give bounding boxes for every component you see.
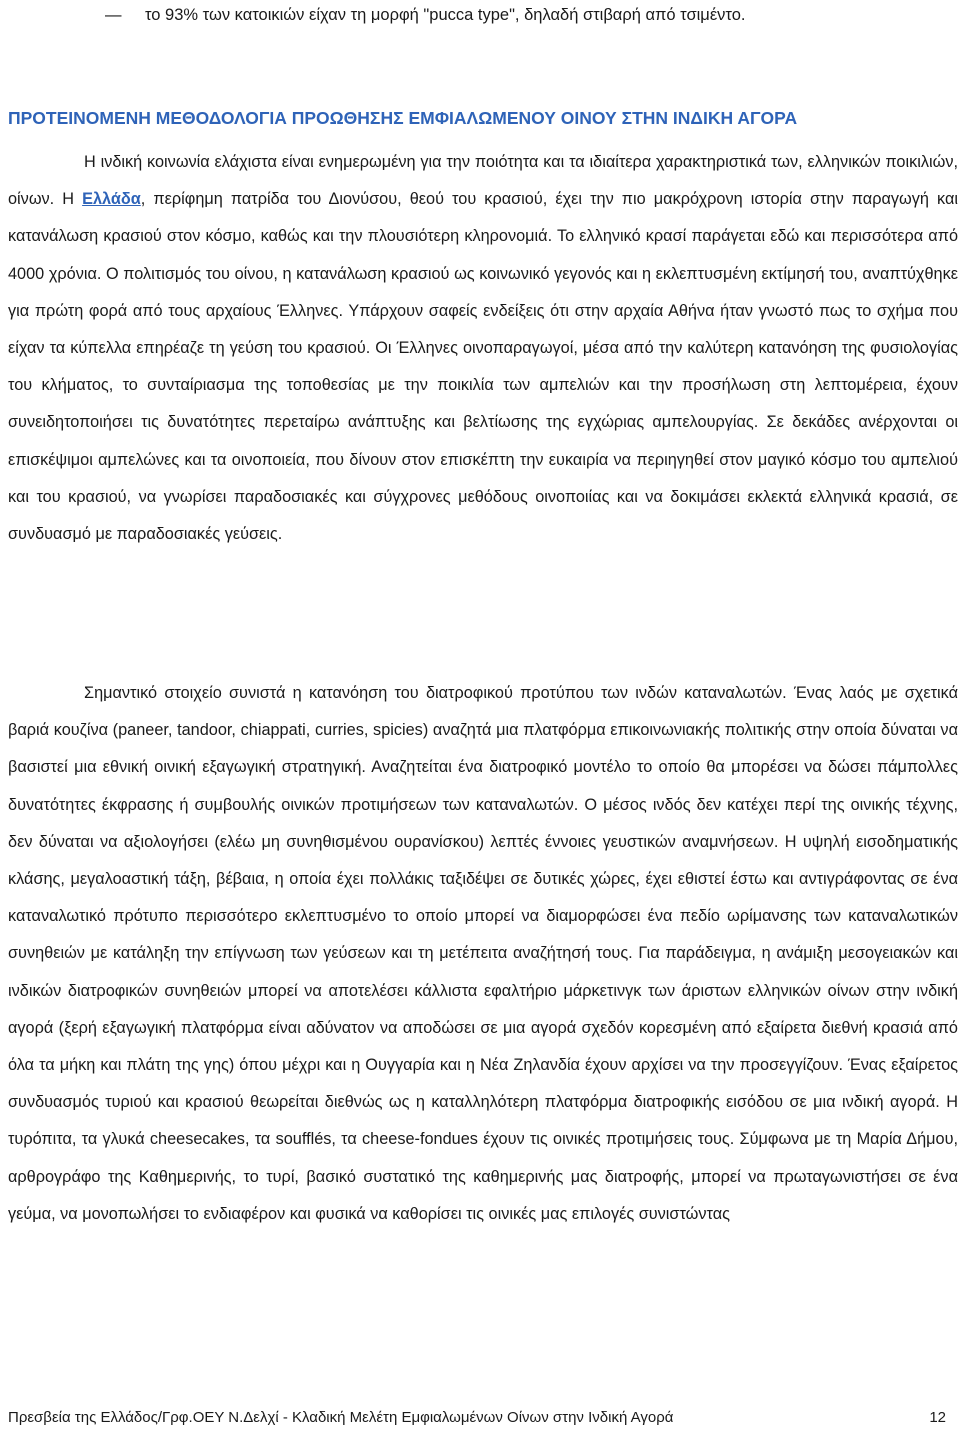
page-number: 12 [929,1409,946,1426]
section-heading: ΠΡΟΤΕΙΝΟΜΕΝΗ ΜΕΘΟΔΟΛΟΓΙΑ ΠΡΟΩΘΗΣΗΣ ΕΜΦΙΑΛΩΜΕΝΟΥ ΟΙΝΟΥ ΣΤΗΝ ΙΝΔΙΚΗ ΑΓΟΡΑ [8,108,798,128]
bullet-item [105,4,745,26]
paragraph-greek-wine-heritage [8,144,958,553]
paragraph-text-after-link: , περίφημη πατρίδα του Διονύσου, θεού του κρασιού, έχει την πιο μακρόχρονη ιστορία στην παραγωγή και κατανάλωση κρασιού στον κόσμο, καθώς και την πλουσιότερη κληρονομιά. Το ελληνικό κρασί παράγεται εδώ και περισσότερα από 4000 χρόνια. Ο πολιτισμός του οίνου, η κατανάλωση κρασιού ως κοινωνικό γεγονός και η εκλεπτυσμένη εκτίμησή του, αναπτύχθηκε για πρώτη φορά από τους αρχαίους Έλληνες. Υπάρχουν σαφείς ενδείξεις ότι στην αρχαία Αθήνα ήταν γνωστό πως το σχήμα που είχαν τα κύπελλα επηρέαζε τη γεύση του κρασιού. Οι Έλληνες οινοπαραγωγοί, μέσα από την καλύτερη κατανόηση της φυσιολογίας του κλήματος, το συνταίριασμα της τοποθεσίας με την ποικιλία των αμπελιών και την προσήλωση στη λεπτομέρεια, έχουν συνειδητοποιήσει τις δυνατότητες περεταίρω ανάπτυξης και βελτίωσης της εγχώριας αμπελουργίας. Σε δεκάδες ανέρχονται οι επισκέψιμοι αμπελώνες και τα οινοποιεία, που δίνουν στον επισκέπτη την ευκαιρία να περιηγηθεί στον μαγικό κόσμο του αμπελιού και του κρασιού, να γνωρίσει παραδοσιακές και σύγχρονες μεθόδους οινοποιίας και να δοκιμάσει εκλεκτά ελληνικά κρασιά, σε συνδυασμό με παραδοσιακές γεύσεις. [8,190,958,544]
page-footer [8,1407,958,1429]
paragraph-text-before-link: Η ινδική κοινωνία ελάχιστα είναι ενημερωμένη για την ποιότητα και τα ιδιαίτερα χαρακτηριστικά των, ελληνικών ποικιλιών, οίνων. Η [8,153,958,209]
footer-text: Πρεσβεία της Ελλάδος/Γρφ.ΟΕΥ Ν.Δελχί - Κλαδική Μελέτη Εμφιαλωμένων Οίνων στην Ινδική Αγορά [8,1409,674,1426]
paragraph-indian-diet: Σημαντικό στοιχείο συνιστά η κατανόηση του διατροφικού προτύπου των ινδών καταναλωτών. Ένας λαός με σχετικά βαριά κουζίνα (paneer, tandoor, chiappati, curries, spicies) αναζητά μια πλατφόρμα επικοινωνιακής πολιτικής στην οποία δύναται να βασιστεί μια εθνική οινική εξαγωγική στρατηγική. Αναζητείται ένα διατροφικό μοντέλο το οποίο θα μπορέσει να δώσει πάμπολλες δυνατότητες έκφρασης ή συμβουλής οινικών προτιμήσεων των καταναλωτών. Ο μέσος ινδός δεν κατέχει περί της οινικής τέχνης, δεν δύναται να αξιολογήσει (ελέω μη συνηθισμένου ουρανίσκου) λεπτές έννοιες γευστικών αναμνήσεων. Η υψηλή εισοδηματικής κλάσης, μεγαλοαστική τάξη, βέβαια, η οποία έχει πολλάκις ταξιδέψει σε δυτικές χώρες, έχει εθιστεί έστω και αντιγράφοντας σε ένα καταναλωτικό πρότυπο περισσότερο εκλεπτυσμένο το οποίο μπορεί να διαμορφώσει ένα πεδίο ωρίμανσης των καταναλωτικών συνηθειών με κατάληξη την επίγνωση των γεύσεων και τη μετέπειτα αναζήτησή τους. Για παράδειγμα, η ανάμιξη μεσογειακών και ινδικών διατροφικών συνηθειών μπορεί να αποτελέσει κάλλιστα εφαλτήριο μάρκετινγκ των άριστων ελληνικών οίνων στην ινδική αγορά (ξερή εξαγωγική πλατφόρμα είναι αδύνατον να αποδώσει σε μια αγορά σχεδόν κορεσμένη από εξαίρετα διεθνή κρασιά από όλα τα μήκη και πλάτη της γης) όπου μέχρι και η Ουγγαρία και η Νέα Ζηλανδία έχουν αρχίσει να την προσεγγίζουν. Ένας εξαίρετος συνδυασμός τυριού και κρασιού θεωρείται διεθνώς ως η καταλληλότερη πλατφόρμα διατροφικής εισόδου σε μια ινδική αγορά. Η τυρόπιτα, τα γλυκά cheesecakes, τα soufflés, τα cheese-fondues έχουν τις οινικές προτιμήσεις τους. Σύμφωνα με τη Μαρία Δήμου, αρθρογράφο της Καθημερινής, το τυρί, βασικό συστατικό της καθημερινής μας διατροφής, μπορεί να πρωταγωνιστήσει σε ένα γεύμα, να μονοπωλήσει το ενδιαφέρον και φυσικά να καθορίσει τις οινικές μας επιλογές συνιστώντας [8,684,958,1223]
dash-bullet-icon: — [105,6,122,24]
greece-link[interactable]: Ελλάδα [82,190,141,209]
bullet-item-text: το 93% των κατοικιών είχαν τη μορφή "pucca type", δηλαδή στιβαρή από τσιμέντο. [145,6,746,24]
